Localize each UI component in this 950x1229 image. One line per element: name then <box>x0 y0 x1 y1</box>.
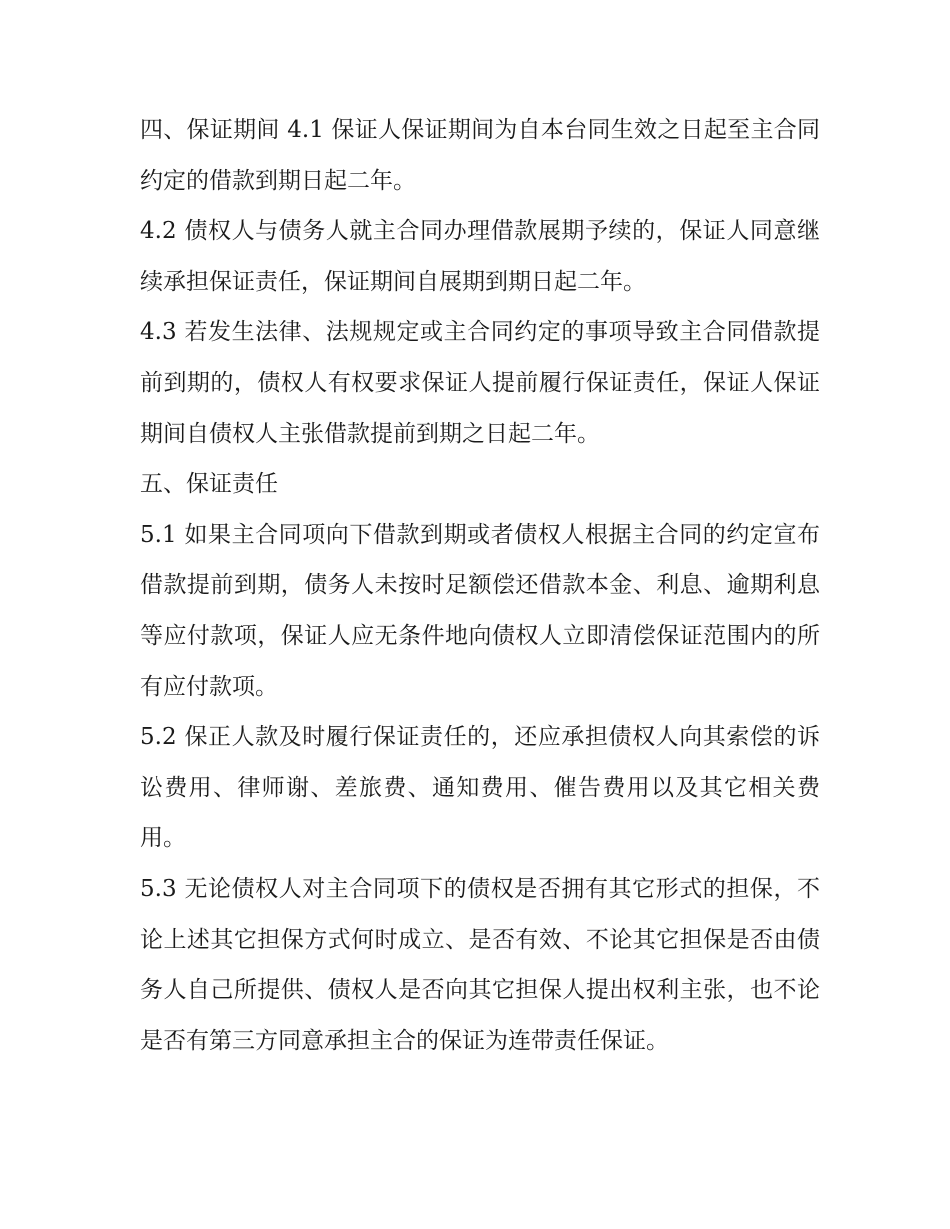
paragraph-5-2-costs: 5.2 保正人款及时履行保证责任的，还应承担债权人向其索偿的诉讼费用、律师谢、差旅费、通知费用、催告费用以及其它相关费用。 <box>140 724 820 852</box>
paragraph-5-3-joint-liability: 5.3 无论债权人对主合同项下的债权是否拥有其它形式的担保，不论上述其它担保方式何时成立、是否有效、不论其它担保是否由债务人自己所提供、债权人是否向其它担保人提出权利主张，也不论是否有第三方同意承担主合的保证为连带责任保证。 <box>140 875 820 1054</box>
paragraph-5-1-repayment: 5.1 如果主合同项向下借款到期或者债权人根据主合同的约定宣布借款提前到期，债务人未按时足额偿还借款本金、利息、逾期利息等应付款项，保证人应无条件地向债权人立即清偿保证范围内的所有应付款项。 <box>140 521 820 700</box>
section-heading-guarantee-liability: 五、保证责任 <box>140 471 278 498</box>
paragraph-4-2-extension: 4.2 债权人与债务人就主合同办理借款展期予续的，保证人同意继续承担保证责任，保证期间自展期到期日起二年。 <box>140 218 820 295</box>
paragraph-4-3-early-maturity: 4.3 若发生法律、法规规定或主合同约定的事项导致主合同借款提前到期的，债权人有权要求保证人提前履行保证责任，保证人保证期间自债权人主张借款提前到期之日起二年。 <box>140 319 820 447</box>
document-body <box>140 105 820 1066</box>
paragraph-4-1-guarantee-period: 四、保证期间 4.1 保证人保证期间为自本台同生效之日起至主合同约定的借款到期日起二年。 <box>140 117 820 194</box>
